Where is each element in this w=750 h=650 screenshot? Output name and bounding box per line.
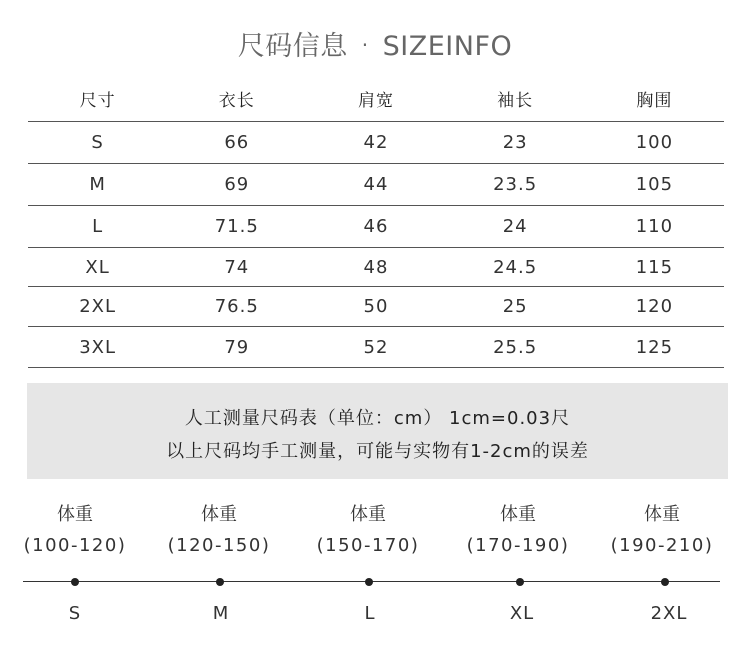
weight-scale-dot <box>661 578 669 586</box>
cell-length: 66 <box>167 122 306 164</box>
cell-shoulder: 44 <box>306 164 445 206</box>
notice-line-error: 以上尺码均手工测量，可能与实物有1-2cm的误差 <box>166 441 589 462</box>
table-row <box>28 287 724 327</box>
table-row <box>28 248 724 287</box>
weight-label: 体重 <box>350 504 386 525</box>
cell-sleeve: 24.5 <box>446 248 585 287</box>
cell-length: 76.5 <box>167 287 306 327</box>
weight-range: (190-210) <box>610 535 714 556</box>
weight-range: (150-170) <box>316 535 420 556</box>
cell-size: 3XL <box>28 327 167 368</box>
table-header-row <box>28 76 724 122</box>
weight-range: (170-190) <box>466 535 570 556</box>
size-table <box>28 76 724 368</box>
cell-length: 69 <box>167 164 306 206</box>
header-shoulder: 肩宽 <box>306 76 445 122</box>
weight-range: (120-150) <box>167 535 271 556</box>
table-row <box>28 327 724 368</box>
cell-chest: 100 <box>585 122 724 164</box>
cell-shoulder: 42 <box>306 122 445 164</box>
header-chest: 胸围 <box>585 76 724 122</box>
cell-length: 74 <box>167 248 306 287</box>
title-en: SIZEINFO <box>382 31 513 62</box>
cell-size: 2XL <box>28 287 167 327</box>
cell-chest: 105 <box>585 164 724 206</box>
cell-chest: 120 <box>585 287 724 327</box>
table-row <box>28 206 724 248</box>
weight-scale-dot <box>365 578 373 586</box>
table-row <box>28 122 724 164</box>
cell-chest: 125 <box>585 327 724 368</box>
cell-sleeve: 23 <box>446 122 585 164</box>
weight-range: (100-120) <box>23 535 127 556</box>
weight-label: 体重 <box>500 504 536 525</box>
cell-chest: 115 <box>585 248 724 287</box>
header-size: 尺寸 <box>28 76 167 122</box>
table-row <box>28 164 724 206</box>
measurement-notice <box>27 383 728 479</box>
cell-length: 71.5 <box>167 206 306 248</box>
cell-sleeve: 25 <box>446 287 585 327</box>
weight-scale-dot <box>71 578 79 586</box>
weight-label: 体重 <box>644 504 680 525</box>
notice-line-units: 人工测量尺码表（单位：cm） 1cm=0.03尺 <box>184 408 571 429</box>
cell-shoulder: 50 <box>306 287 445 327</box>
title-cn: 尺码信息 <box>237 31 348 62</box>
weight-size: S <box>68 603 82 624</box>
page-title <box>0 24 750 63</box>
weight-size: L <box>364 603 376 624</box>
header-sleeve: 袖长 <box>446 76 585 122</box>
header-length: 衣长 <box>167 76 306 122</box>
cell-sleeve: 25.5 <box>446 327 585 368</box>
cell-size: L <box>28 206 167 248</box>
cell-sleeve: 24 <box>446 206 585 248</box>
weight-size: XL <box>509 603 535 624</box>
weight-scale-dot <box>216 578 224 586</box>
weight-size: M <box>212 603 230 624</box>
cell-sleeve: 23.5 <box>446 164 585 206</box>
cell-chest: 110 <box>585 206 724 248</box>
weight-label: 体重 <box>57 504 93 525</box>
cell-shoulder: 46 <box>306 206 445 248</box>
title-separator: · <box>361 33 369 57</box>
cell-length: 79 <box>167 327 306 368</box>
weight-label: 体重 <box>201 504 237 525</box>
weight-size: 2XL <box>650 603 688 624</box>
cell-size: XL <box>28 248 167 287</box>
weight-scale-dot <box>516 578 524 586</box>
cell-shoulder: 48 <box>306 248 445 287</box>
cell-shoulder: 52 <box>306 327 445 368</box>
cell-size: S <box>28 122 167 164</box>
cell-size: M <box>28 164 167 206</box>
